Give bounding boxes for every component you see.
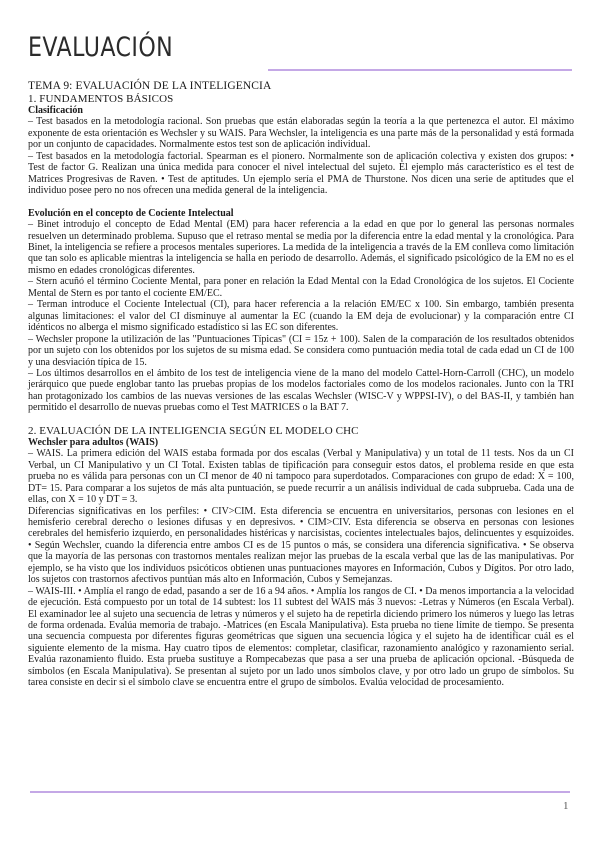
paragraph: Diferencias significativas en los perfiles: • CIV>CIM. Esta diferencia se encuentra en universitarios, personas con lesiones en el hemisferio cerebral derecho o lesiones difusas y en depresivos. • CIM>CIV. Esta diferencia se observa en personas con lesiones cerebrales del hemisferio izquierdo, en personalidades histéricas y narcisistas, cocientes intelectuales bajos, delincuentes y esquizoides. • Según Wechsler, cuando la diferencia entre ambos CI es de 15 puntos o más, se considera una diferencia significativa. • Se observa que la mayoría de las personas con trastornos mentales realizan mejor las pruebas de la escala verbal que las de las manipulativas. Por ejemplo, se ha visto que los individuos psicóticos obtienen unas puntuaciones mayores en Información, Cubos y Dígitos. Por otro lado, los sujetos con trastornos afectivos puntúan más alto en Información, Cubos y Semejanzas. bbox=[28, 505, 574, 586]
page-number: 1 bbox=[563, 800, 569, 812]
paragraph: – Los últimos desarrollos en el ámbito de los test de inteligencia viene de la mano del modelo Cattel-Horn-Carroll (CHC), un modelo jerárquico que puede englobar tanto las pruebas propias de los modelos factoriales como de los modelos racionales. Junto con la TRI han protagonizado los cambios de las nuevas versiones de las escalas Wechsler (WISC-V y WPPSI-IV), o del BAS-II, y también han permitido el desarrollo de nuevas pruebas como el Test MATRICES o la BAT 7. bbox=[28, 367, 574, 414]
evolution-subheading: Evolución en el concepto de Cociente Intelectual bbox=[28, 207, 234, 219]
paragraph: – Wechsler propone la utilización de las "Puntuaciones Típicas" (CI = 15z + 100). Salen de la comparación de los resultados obtenidos por un sujeto con los obtenidos por los sujetos de su misma edad. Se considera como puntuación media total de cada edad un CI de 100 y una desviación típica de 15. bbox=[28, 333, 574, 368]
paragraph: – Stern acuñó el término Cociente Mental, para poner en relación la Edad Mental con la Edad Cronológica de los sujetos. El Cociente Mental de Stern es por tanto el cociente EM/EC. bbox=[28, 276, 574, 299]
section-2-heading: 2. EVALUACIÓN DE LA INTELIGENCIA SEGÚN EL MODELO CHC bbox=[28, 424, 359, 437]
paragraph: – WAIS. La primera edición del WAIS estaba formada por dos escalas (Verbal y Manipulativa) y un total de 11 tests. Nos da un CI Verbal, un CI Manipulativo y un CI Total. Existen tablas de tipificación para conseguir estos datos, el problema reside en que esta prueba no es válida para personas con un CI menor de 40 ni tampoco para superdotados. Comparaciones con grupo de edad: X = 100, DT= 15. Para comparar a los sujetos de más alta puntuación, se puede recurrir a un análisis individual de cada subprueba. Cada una de ellas, con X = 10 y DT = 3. bbox=[28, 448, 574, 506]
topic-heading: TEMA 9: EVALUACIÓN DE LA INTELIGENCIA bbox=[28, 80, 272, 92]
page-title: EVALUACIÓN bbox=[28, 32, 174, 63]
section-1-heading: 1. FUNDAMENTOS BÁSICOS bbox=[28, 93, 174, 105]
content-body bbox=[28, 80, 574, 689]
paragraph: – Test basados en la metodología racional. Son pruebas que están elaboradas según la teoría a la que pertenezca el autor. El máximo exponente de esta orientación es Wechsler y su WAIS. Para Wechsler, la inteligencia es una parte más de la personalidad y está formada por un conjunto de capacidades. Normalmente estos test son de aplicación individual. bbox=[28, 116, 574, 151]
title-divider bbox=[268, 69, 572, 71]
paragraph: – Test basados en la metodología factorial. Spearman es el pionero. Normalmente son de aplicación colectiva y existen dos grupos: • Test de factor G. Realizan una única medida para conocer el nivel intelectual del sujeto. El ejemplo más característico es el test de Matrices Progresivas de Raven. • Test de aptitudes. Un ejemplo sería el PMA de Thurstone. Nos dicen una serie de aptitudes que el individuo posee pero no nos ofrecen una medida general de la inteligencia. bbox=[28, 150, 574, 197]
wais-subheading: Wechsler para adultos (WAIS) bbox=[28, 436, 159, 448]
paragraph: – Terman introduce el Cociente Intelectual (CI), para hacer referencia a la relación EM/EC x 100. Sin embargo, también presenta algunas limitaciones: el valor del CI disminuye al aumentar la EC (cuando la EM deja de evolucionar) y la comparación entre CI idénticos no alberga el mismo significado estadístico si las EC son diferentes. bbox=[28, 299, 574, 334]
paragraph: – Binet introdujo el concepto de Edad Mental (EM) para hacer referencia a la edad en que por lo general las personas normales resuelven un determinado problema. Supuso que el retraso mental se media por la diferencia entre la edad mental y la cronológica. Para Binet, la inteligencia se refiere a procesos mentales superiores. La medida de la inteligencia a través de la EM conlleva como limitación que tan solo es aplicable mientras la inteligencia se halla en periodo de desarrollo. Además, el significado psicológico de la EM no es el mismo en edades cronológicas diferentes. bbox=[28, 219, 574, 276]
classification-subheading: Clasificación bbox=[28, 105, 83, 116]
footer-divider bbox=[30, 791, 570, 793]
paragraph: – WAIS-III. • Amplía el rango de edad, pasando a ser de 16 a 94 años. • Amplía los rangos de CI. • Da menos importancia a la velocidad de ejecución. Está compuesto por un total de 14 subtest: los 11 subtest del WAIS más 3 nuevos: -Letras y Números (en Escala Verbal). El examinador lee al sujeto una secuencia de letras y números y el sujeto ha de repetirla diciendo primero los números y luego las letras de forma ordenada. Evalúa memoria de trabajo. -Matrices (en Escala Manipulativa). Esta prueba no tiene límite de tiempo. Se presenta una secuencia compuesta por diferentes figuras geométricas que siguen una secuencia lógica y el sujeto ha de identificar cuál es el siguiente elemento de la misma. Hay cuatro tipos de elementos: completar, clasificar, razonamiento analógico y razonamiento serial. Evalúa razonamiento fluido. Esta prueba sustituye a Rompecabezas que pasa a ser una prueba de aplicación opcional. -Búsqueda de símbolos (en Escala Manipulativa). Se presentan al sujeto por un lado unos símbolos clave, y por otro lado un grupo de símbolos. Su tarea consiste en decir si el símbolo clave se encuentra entre el grupo de símbolos. Evalúa velocidad de procesamiento. bbox=[28, 585, 574, 689]
